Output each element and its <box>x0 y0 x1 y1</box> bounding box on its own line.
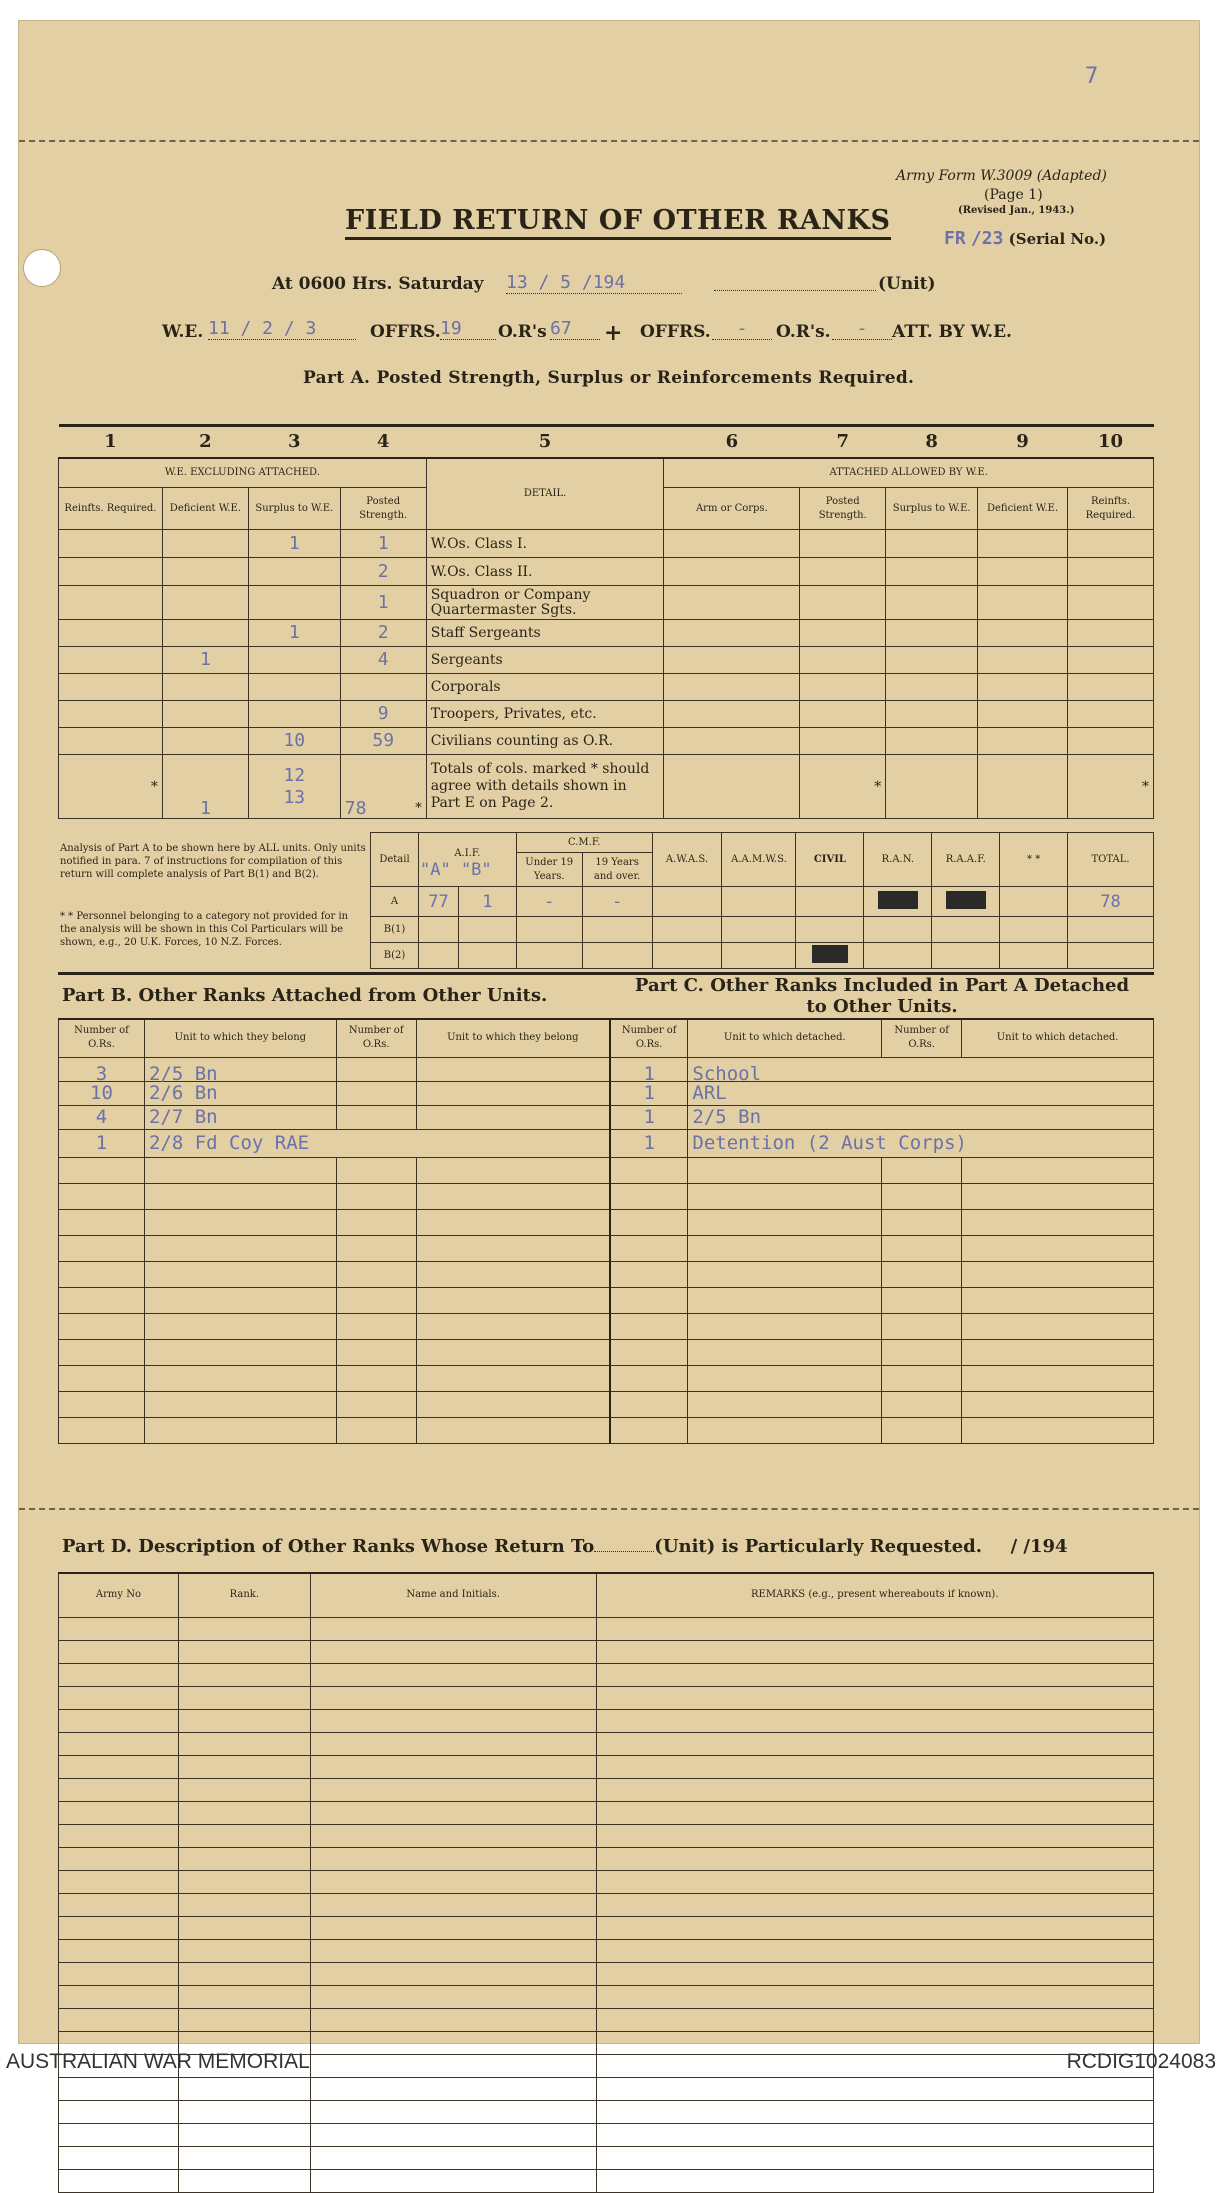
group-right-header: ATTACHED ALLOWED BY W.E. <box>664 458 1154 488</box>
col-header: Unit to which detached. <box>688 1019 882 1057</box>
top-perforation <box>19 140 1199 142</box>
table-row <box>59 1755 1154 1778</box>
table-row <box>59 558 1154 586</box>
over19-header: 19 Years and over. <box>582 853 652 887</box>
col-header: Army No <box>59 1573 179 1617</box>
analysis-footnote: * * Personnel belonging to a category not provided for in the analysis will be shown in this Col Particulars will be shown, e.g., 20 U.K. Forces, 10 N.Z. Forces. <box>60 911 349 948</box>
col-header: Rank. <box>178 1573 310 1617</box>
col-header: Arm or Corps. <box>664 488 800 530</box>
table-row <box>59 1847 1154 1870</box>
aif-a-cell[interactable]: 77 <box>418 887 458 917</box>
part-b-number[interactable]: 1 <box>59 1129 145 1157</box>
aamws-header: A.A.M.W.S. <box>722 833 796 887</box>
archive-name: AUSTRALIAN WAR MEMORIAL <box>6 2050 310 2073</box>
corner-mark: 7 <box>1085 64 1099 89</box>
surplus-cell[interactable]: 1 <box>248 530 340 558</box>
col-number: 8 <box>886 426 978 458</box>
we-label: W.E. <box>162 322 204 342</box>
under19-header: Under 19 Years. <box>516 853 582 887</box>
surplus-cell[interactable] <box>248 647 340 674</box>
part-c-unit[interactable]: ARL <box>688 1081 1154 1105</box>
form-id: Army Form W.3009 (Adapted) <box>896 168 1107 184</box>
table-row <box>59 1129 1154 1157</box>
table-row <box>59 674 1154 701</box>
part-b-unit[interactable]: 2/6 Bn <box>144 1081 336 1105</box>
civil-header: CIVIL <box>796 833 864 887</box>
part-b-number[interactable]: 3 <box>59 1057 145 1081</box>
table-row <box>59 1893 1154 1916</box>
deficient-cell[interactable] <box>162 701 248 728</box>
table-row <box>59 728 1154 755</box>
table-row <box>59 1209 1154 1235</box>
serial-value: /23 <box>970 228 1004 249</box>
surplus-cell[interactable]: 10 <box>248 728 340 755</box>
part-b-number[interactable]: 4 <box>59 1105 145 1129</box>
table-row <box>59 1235 1154 1261</box>
table-row <box>59 1183 1154 1209</box>
serial-label: (Serial No.) <box>1008 230 1107 248</box>
table-row <box>59 1640 1154 1663</box>
ors-att-field[interactable]: - <box>832 318 892 340</box>
date-field[interactable]: 13 / 5 /194 <box>506 272 682 294</box>
col-number: 7 <box>800 426 886 458</box>
table-row <box>59 1313 1154 1339</box>
part-c-number[interactable]: 1 <box>610 1057 688 1081</box>
offrs-att-label: OFFRS. <box>640 322 711 342</box>
posted-cell[interactable]: 9 <box>340 701 426 728</box>
total-deficient[interactable]: 1 <box>162 755 248 819</box>
detail-header: Detail <box>371 833 419 887</box>
col-header: Posted Strength. <box>800 488 886 530</box>
table-row <box>371 943 1154 969</box>
col-number: 9 <box>978 426 1068 458</box>
table-row <box>59 701 1154 728</box>
table-row <box>59 2169 1154 2192</box>
deficient-cell[interactable] <box>162 530 248 558</box>
col-header: Name and Initials. <box>310 1573 596 1617</box>
detail-cell: Civilians counting as O.R. <box>426 728 664 755</box>
total-posted[interactable]: 78 <box>344 798 367 819</box>
total-surplus-corrected[interactable]: 13 <box>283 786 306 808</box>
table-row <box>59 1081 1154 1105</box>
table-row <box>59 1916 1154 1939</box>
col-header: Surplus to W.E. <box>886 488 978 530</box>
unit-field[interactable] <box>714 290 876 291</box>
star-mark: * <box>800 755 886 819</box>
other-header: * * <box>1000 833 1068 887</box>
redaction-block <box>812 945 848 963</box>
table-row <box>59 1663 1154 1686</box>
table-row <box>59 1939 1154 1962</box>
ran-header: R.A.N. <box>864 833 932 887</box>
totals-row <box>59 755 1154 819</box>
col-header: Unit to which detached. <box>962 1019 1154 1057</box>
redaction-block <box>878 891 918 909</box>
col-header: Unit to which they belong <box>144 1019 336 1057</box>
table-row <box>59 1157 1154 1183</box>
detail-cell: Staff Sergeants <box>426 620 664 647</box>
part-c-unit[interactable]: School <box>688 1057 1154 1081</box>
part-c-unit[interactable]: Detention (2 Aust Corps) <box>688 1129 1154 1157</box>
col-header: Posted Strength. <box>340 488 426 530</box>
ors-field[interactable]: 67 <box>550 318 600 340</box>
part-b-unit[interactable]: 2/8 Fd Coy RAE <box>144 1129 610 1157</box>
posted-cell[interactable]: 1 <box>340 530 426 558</box>
table-row <box>59 1732 1154 1755</box>
col-header: Number of O.Rs. <box>59 1019 145 1057</box>
posted-cell[interactable]: 59 <box>340 728 426 755</box>
table-row <box>59 1709 1154 1732</box>
analysis-note: Analysis of Part A to be shown here by ALL units. Only units notified in para. 7 of instructions for compilation of this return will complete analysis of Part B(1) and B(2). <box>60 843 366 880</box>
posted-cell[interactable]: 2 <box>340 620 426 647</box>
table-row <box>59 1801 1154 1824</box>
posted-cell[interactable]: 2 <box>340 558 426 586</box>
deficient-cell[interactable] <box>162 620 248 647</box>
table-row <box>59 647 1154 674</box>
table-row <box>59 2008 1154 2031</box>
detail-cell: W.Os. Class II. <box>426 558 664 586</box>
col-header: Reinfts. Required. <box>59 488 163 530</box>
table-row <box>59 1686 1154 1709</box>
col-header: Number of O.Rs. <box>336 1019 416 1057</box>
table-row <box>59 2100 1154 2123</box>
part-b-number[interactable]: 10 <box>59 1081 145 1105</box>
deficient-cell[interactable] <box>162 586 248 620</box>
total-header: TOTAL. <box>1068 833 1154 887</box>
table-row <box>59 1824 1154 1847</box>
part-c-number[interactable]: 1 <box>610 1129 688 1157</box>
typed-ab-marks: "A" "B" <box>420 860 492 880</box>
deficient-cell[interactable] <box>162 674 248 701</box>
aif-b-cell[interactable]: 1 <box>458 887 516 917</box>
star-mark: * <box>59 755 163 819</box>
row-label: A <box>371 887 419 917</box>
page-title: FIELD RETURN OF OTHER RANKS <box>345 205 891 240</box>
star-mark: * <box>415 801 422 816</box>
surplus-cell[interactable] <box>248 701 340 728</box>
row-label: B(2) <box>371 943 419 969</box>
part-c-number[interactable]: 1 <box>610 1081 688 1105</box>
col-number: 4 <box>340 426 426 458</box>
detail-cell: W.Os. Class I. <box>426 530 664 558</box>
offrs-label: OFFRS. <box>370 322 441 342</box>
col-number: 2 <box>162 426 248 458</box>
time-label: At 0600 Hrs. Saturday <box>272 274 484 294</box>
offrs-att-field[interactable]: - <box>712 318 772 340</box>
col-number-row <box>59 426 1154 458</box>
table-row <box>59 1962 1154 1985</box>
part-d-title-end: (Unit) is Particularly Requested. <box>654 1536 983 1557</box>
part-a-title: Part A. Posted Strength, Surplus or Reinforcements Required. <box>303 368 915 388</box>
analysis-table <box>370 832 1154 969</box>
table-row <box>59 1778 1154 1801</box>
col-number: 5 <box>426 426 664 458</box>
table-row <box>59 530 1154 558</box>
table-row <box>59 1287 1154 1313</box>
col-header: Number of O.Rs. <box>610 1019 688 1057</box>
part-d-title <box>62 1536 1068 1557</box>
total-cell[interactable]: 78 <box>1068 887 1154 917</box>
posted-cell[interactable]: 4 <box>340 647 426 674</box>
part-bc-table <box>58 1018 1154 1444</box>
table-row <box>59 620 1154 647</box>
cmf-header: C.M.F. <box>516 833 652 853</box>
part-c-unit[interactable]: 2/5 Bn <box>688 1105 1154 1129</box>
part-d-unit-field[interactable] <box>594 1551 654 1552</box>
col-header: Reinfts. Required. <box>1068 488 1154 530</box>
part-d-title-start: Part D. Description of Other Ranks Whose Return To <box>62 1536 595 1557</box>
table-row <box>59 2077 1154 2100</box>
col-header: Deficient W.E. <box>978 488 1068 530</box>
col-header: Unit to which they belong <box>416 1019 610 1057</box>
under19-cell[interactable]: - <box>516 887 582 917</box>
deficient-cell[interactable] <box>162 728 248 755</box>
ors-att-label: O.R's. <box>776 322 831 342</box>
table-row <box>59 1417 1154 1443</box>
group-left-header: W.E. EXCLUDING ATTACHED. <box>59 458 427 488</box>
table-row <box>371 887 1154 917</box>
deficient-cell[interactable] <box>162 558 248 586</box>
surplus-cell[interactable]: 1 <box>248 620 340 647</box>
col-header: Surplus to W.E. <box>248 488 340 530</box>
archive-id: RCDIG1024083 <box>1066 2050 1216 2073</box>
table-row <box>59 1261 1154 1287</box>
detail-cell: Squadron or Company Quartermaster Sgts. <box>426 586 664 620</box>
col-number: 1 <box>59 426 163 458</box>
col-number: 3 <box>248 426 340 458</box>
part-a-table <box>58 424 1154 819</box>
ors-label: O.R's <box>498 322 547 342</box>
table-row <box>59 1985 1154 2008</box>
table-row <box>59 1057 1154 1081</box>
part-d-date: / /194 <box>1010 1536 1068 1557</box>
surplus-cell[interactable] <box>248 586 340 620</box>
awas-header: A.W.A.S. <box>652 833 722 887</box>
table-row <box>371 917 1154 943</box>
table-row <box>59 586 1154 620</box>
part-b-unit[interactable]: 2/7 Bn <box>144 1105 336 1129</box>
col-header: REMARKS (e.g., present whereabouts if known). <box>596 1573 1153 1617</box>
table-row <box>59 1870 1154 1893</box>
page-number: (Page 1) <box>984 187 1043 203</box>
aif-header: A.I.F. <box>418 833 516 887</box>
detail-header: DETAIL. <box>426 458 664 530</box>
total-surplus[interactable]: 12 <box>283 764 306 786</box>
unit-label: (Unit) <box>878 274 936 294</box>
posted-cell[interactable]: 1 <box>340 586 426 620</box>
serial-prefix: FR <box>944 228 966 249</box>
redaction-block <box>946 891 986 909</box>
over19-cell[interactable]: - <box>582 887 652 917</box>
table-row <box>59 1365 1154 1391</box>
table-row <box>59 1339 1154 1365</box>
surplus-cell[interactable] <box>248 674 340 701</box>
punch-hole <box>23 249 61 287</box>
col-header: Number of O.Rs. <box>882 1019 962 1057</box>
row-label: B(1) <box>371 917 419 943</box>
deficient-cell[interactable]: 1 <box>162 647 248 674</box>
surplus-cell[interactable] <box>248 558 340 586</box>
detail-cell: Troopers, Privates, etc. <box>426 701 664 728</box>
part-c-number[interactable]: 1 <box>610 1105 688 1129</box>
part-b-unit[interactable]: 2/5 Bn <box>144 1057 336 1081</box>
table-row <box>59 2123 1154 2146</box>
posted-cell[interactable] <box>340 674 426 701</box>
plus-sign: + <box>604 320 623 346</box>
table-row <box>59 1617 1154 1640</box>
detail-cell: Sergeants <box>426 647 664 674</box>
col-number: 6 <box>664 426 800 458</box>
middle-perforation <box>19 1508 1199 1510</box>
part-d-table <box>58 1572 1154 2193</box>
offrs-field[interactable]: 19 <box>440 318 496 340</box>
att-label: ATT. BY W.E. <box>892 322 1012 342</box>
col-header: Deficient W.E. <box>162 488 248 530</box>
we-field[interactable]: 11 / 2 / 3 <box>208 318 356 340</box>
raaf-header: R.A.A.F. <box>932 833 1000 887</box>
table-row <box>59 1105 1154 1129</box>
table-row <box>59 2146 1154 2169</box>
star-mark: * <box>1068 755 1154 819</box>
totals-detail: Totals of cols. marked * should agree with details shown in Part E on Page 2. <box>426 755 664 819</box>
detail-cell: Corporals <box>426 674 664 701</box>
revised-date: (Revised Jan., 1943.) <box>958 205 1075 216</box>
table-row <box>59 1391 1154 1417</box>
part-c-title: Part C. Other Ranks Included in Part A Detached to Other Units. <box>634 975 1130 1017</box>
part-b-title: Part B. Other Ranks Attached from Other Units. <box>62 985 548 1006</box>
col-number: 10 <box>1068 426 1154 458</box>
